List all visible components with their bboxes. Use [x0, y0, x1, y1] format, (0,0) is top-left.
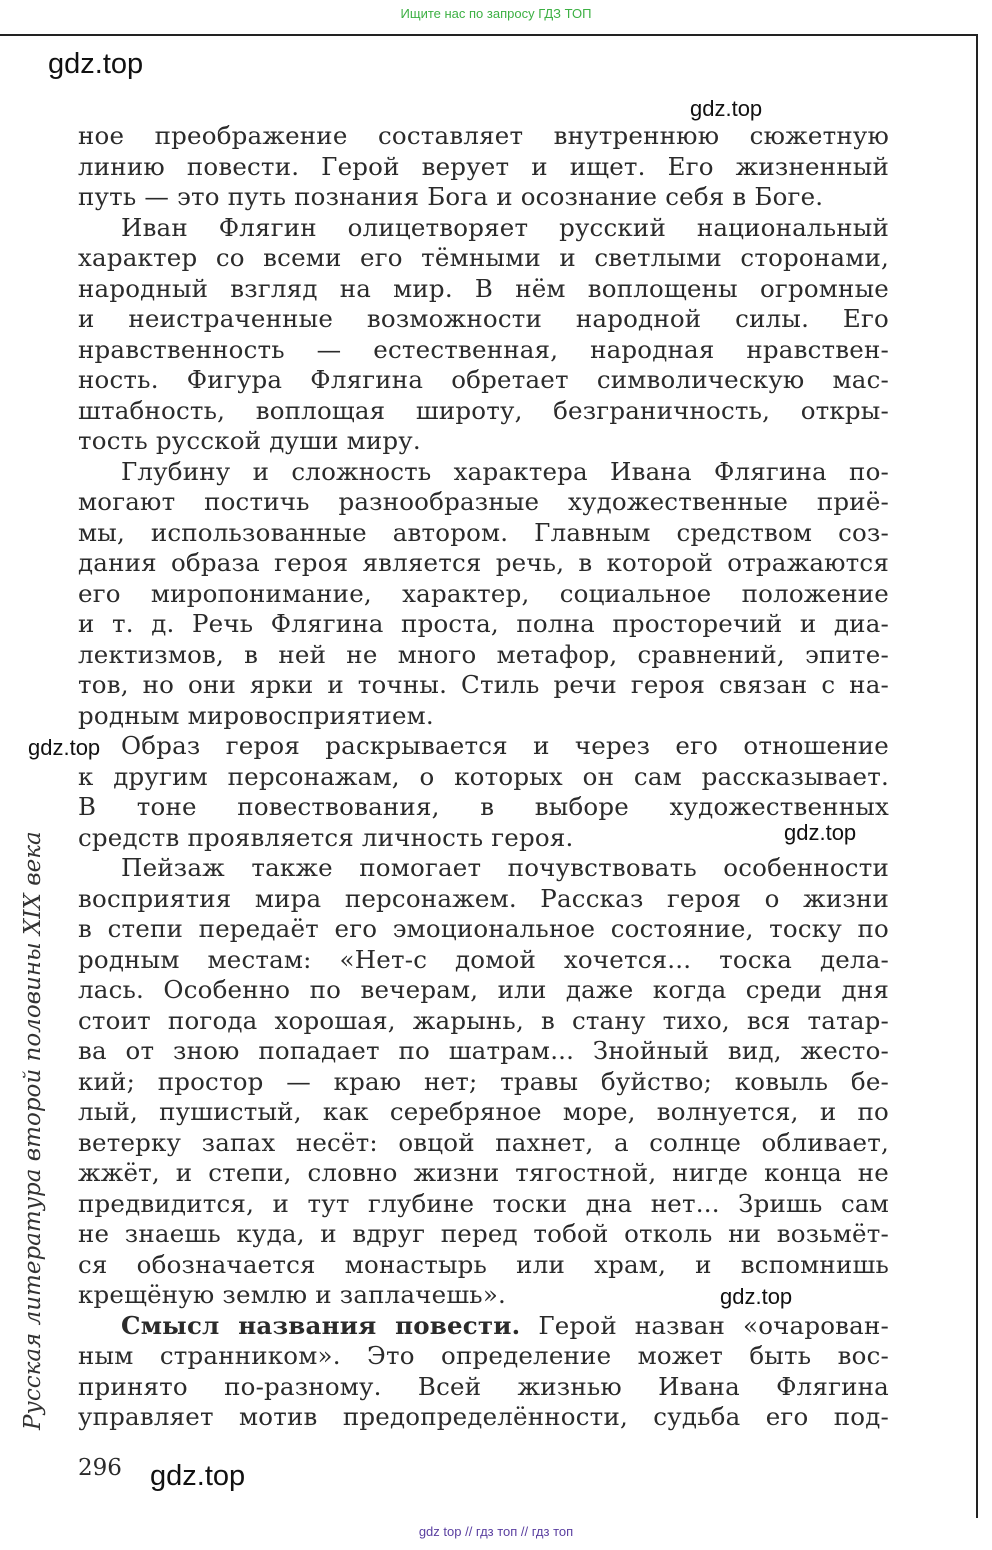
- page-number: 296: [78, 1455, 122, 1481]
- watermark: gdz.top: [690, 96, 763, 121]
- text-line: В тоне повествования, в выборе художественных: [78, 792, 889, 821]
- text-line: характер со всеми его тёмными и светлыми сторонами,: [78, 243, 889, 272]
- text-line: ся обозначается монастырь или храм, и вспомнишь: [78, 1249, 889, 1279]
- text-line: могают постичь разнообразные художественные приё-: [78, 487, 889, 516]
- text-line: и неистраченные возможности народной силы. Его: [78, 304, 889, 333]
- text-line: мы, использованные автором. Главным средством соз-: [78, 517, 889, 547]
- watermark: gdz.top: [28, 735, 101, 760]
- text-line: жжёт, и степи, словно жизни тягостной, нигде конца не: [78, 1158, 889, 1187]
- text-line: предвидится, и тут глубине тоски дна нет... Зришь сам: [78, 1188, 889, 1218]
- text-line: средств проявляется личность героя.: [78, 822, 574, 852]
- text-line: крещёную землю и заплачешь».: [78, 1280, 507, 1309]
- footer-links[interactable]: gdz top // гдз топ // гдз топ: [418, 1524, 574, 1539]
- side-running-title: Русская литература второй половины XIX века: [20, 831, 46, 1430]
- text-line: ветерку запах несёт: овцой пахнет, а солнце обливает,: [78, 1127, 889, 1157]
- watermark: gdz.top: [784, 820, 857, 845]
- body-text: [78, 121, 889, 1433]
- text-line: лый, пушистый, как серебряное море, волнуется, и по: [78, 1097, 889, 1126]
- text-line: Иван Флягин олицетворяет русский национальный: [121, 212, 889, 242]
- text-line: тов, но они ярки и точны. Стиль речи героя связан с на-: [78, 670, 889, 699]
- text-line: тость русской души миру.: [78, 426, 421, 455]
- text-line: ность. Фигура Флягина обретает символическую мас-: [78, 365, 889, 394]
- text-line: [78, 1311, 889, 1342]
- text-line: кий; простор — краю нет; травы буйство; ковыль бе-: [78, 1066, 889, 1096]
- text-line: линию повести. Герой верует и ищет. Его жизненный: [78, 151, 889, 181]
- top-rule: [0, 34, 978, 36]
- text-line: к другим персонажам, о которых он сам рассказывает.: [78, 761, 889, 791]
- text-line: дания образа героя является речь, в которой отражаются: [78, 548, 889, 577]
- text-line: ва от зною попадает по шатрам... Знойный вид, жесто-: [78, 1036, 889, 1065]
- text-line: лектизмов, в ней не много метафор, сравнений, эпите-: [78, 639, 889, 669]
- text-line: Глубину и сложность характера Ивана Флягина по-: [121, 456, 889, 486]
- section-heading: Смысл названия повести.: [121, 1310, 521, 1340]
- right-rule: [976, 34, 978, 1518]
- text-line: народный взгляд на мир. В нём воплощены огромные: [78, 273, 889, 303]
- watermark: gdz.top: [150, 1460, 246, 1492]
- text-line: Пейзаж также помогает почувствовать особенности: [121, 853, 889, 882]
- text-line: управляет мотив предопределённости, судьба его под-: [78, 1402, 889, 1431]
- text-line: не знаешь куда, и вдруг перед тобой отколь ни возьмёт-: [78, 1219, 889, 1248]
- text-line: родным местам: «Нет-с домой хочется... тоска дела-: [78, 944, 889, 974]
- text-line: Образ героя раскрывается и через его отношение: [121, 731, 889, 760]
- text-line: ное преображение составляет внутреннюю сюжетную: [78, 121, 889, 150]
- text-line: лась. Особенно по вечерам, или даже когда среди дня: [78, 975, 889, 1004]
- watermark: gdz.top: [720, 1284, 793, 1309]
- text-line: путь — это путь познания Бога и осознание себя в Боге.: [78, 182, 824, 211]
- top-banner[interactable]: Ищите нас по запросу ГДЗ ТОП: [400, 6, 592, 21]
- text-line: ным странником». Это определение может быть вос-: [78, 1341, 889, 1370]
- watermark: gdz.top: [48, 48, 144, 80]
- text-line: стоит погода хорошая, жарынь, в стану тихо, вся татар-: [78, 1005, 889, 1035]
- text-line: в степи передаёт его эмоциональное состояние, тоску по: [78, 914, 889, 943]
- text-line: родным мировосприятием.: [78, 700, 434, 730]
- text-line: принято по-разному. Всей жизнью Ивана Флягина: [78, 1371, 889, 1401]
- text-line: нравственность — естественная, народная нравствен-: [78, 334, 889, 364]
- text-line: штабность, воплощая широту, безграничность, откры-: [78, 395, 889, 425]
- text-line: его миропонимание, характер, социальное положение: [78, 578, 889, 608]
- text-line: восприятия мира персонажем. Рассказ героя о жизни: [78, 883, 889, 913]
- text-fragment: Герой назван «очарован-: [520, 1310, 889, 1340]
- text-line: и т. д. Речь Флягина проста, полна просторечий и диа-: [78, 609, 889, 638]
